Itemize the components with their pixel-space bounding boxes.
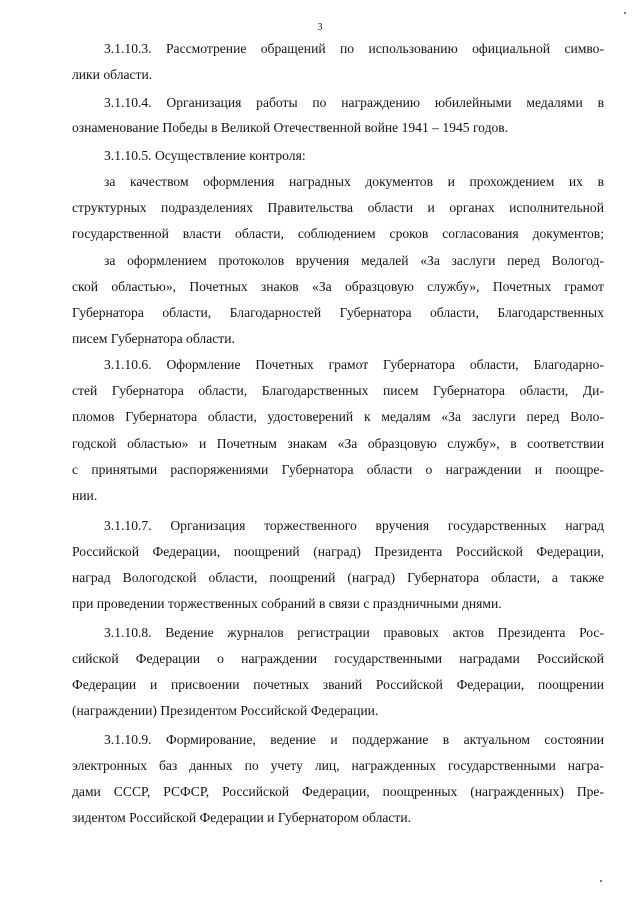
text-line: нии.	[72, 488, 98, 503]
text-line: наград Вологодской области, поощрений (наград) Губернатора области, а также	[72, 570, 604, 585]
text-line: за качеством оформления наградных документов и прохождением их в	[104, 174, 604, 189]
text-line: стей Губернатора области, Благодарственных писем Губернатора области, Ди-	[72, 383, 604, 398]
text-line: 3.1.10.8. Ведение журналов регистрации правовых актов Президента Рос-	[104, 625, 604, 640]
page-number: 3	[317, 22, 323, 33]
text-line: ознаменование Победы в Великой Отечественной войне 1941 – 1945 годов.	[72, 120, 509, 135]
text-line: дами СССР, РСФСР, Российской Федерации, поощренных (награжденных) Пре-	[72, 784, 604, 799]
text-line: пломов Губернатора области, удостоверений к медалям «За заслуги перед Воло-	[72, 409, 604, 424]
text-line: 3.1.10.4. Организация работы по награждению юбилейными медалями в	[104, 95, 604, 110]
text-line: сийской Федерации о награждении государственными наградами Российской	[72, 651, 604, 666]
text-line: лики области.	[72, 67, 153, 82]
text-line: ской областью», Почетных знаков «За образцовую службу», Почетных грамот	[72, 279, 604, 294]
text-line: Российской Федерации, поощрений (наград) Президента Российской Федерации,	[72, 544, 604, 559]
text-line: зидентом Российской Федерации и Губернатором области.	[72, 810, 412, 825]
text-line: 3.1.10.3. Рассмотрение обращений по использованию официальной симво-	[104, 41, 604, 56]
text-line: за оформлением протоколов вручения медалей «За заслуги перед Вологод-	[104, 253, 604, 268]
text-line: (награждении) Президентом Российской Федерации.	[72, 703, 379, 718]
text-line: государственной власти области, соблюдением сроков согласования документов;	[72, 226, 604, 241]
text-line: структурных подразделениях Правительства области и органах исполнительной	[72, 200, 604, 215]
text-line: 3.1.10.9. Формирование, ведение и поддержание в актуальном состоянии	[104, 732, 604, 747]
text-line: писем Губернатора области.	[72, 331, 235, 346]
text-line: при проведении торжественных собраний в связи с праздничными днями.	[72, 596, 502, 611]
text-line: электронных баз данных по учету лиц, награжденных государственными награ-	[72, 758, 604, 773]
text-line: Федерации и присвоении почетных званий Российской Федерации, поощрении	[72, 677, 604, 692]
text-line: годской областью» и Почетным знакам «За образцовую службу», в соответствии	[72, 436, 604, 451]
text-line: 3.1.10.6. Оформление Почетных грамот Губернатора области, Благодарно-	[104, 357, 604, 372]
scan-speck	[624, 12, 626, 14]
text-line: 3.1.10.7. Организация торжественного вручения государственных наград	[104, 518, 604, 533]
scan-speck	[600, 880, 602, 882]
text-line: Губернатора области, Благодарностей Губернатора области, Благодарственных	[72, 305, 604, 320]
text-line: 3.1.10.5. Осуществление контроля:	[104, 148, 306, 163]
text-line: с принятыми распоряжениями Губернатора области о награждении и поощре-	[72, 462, 604, 477]
